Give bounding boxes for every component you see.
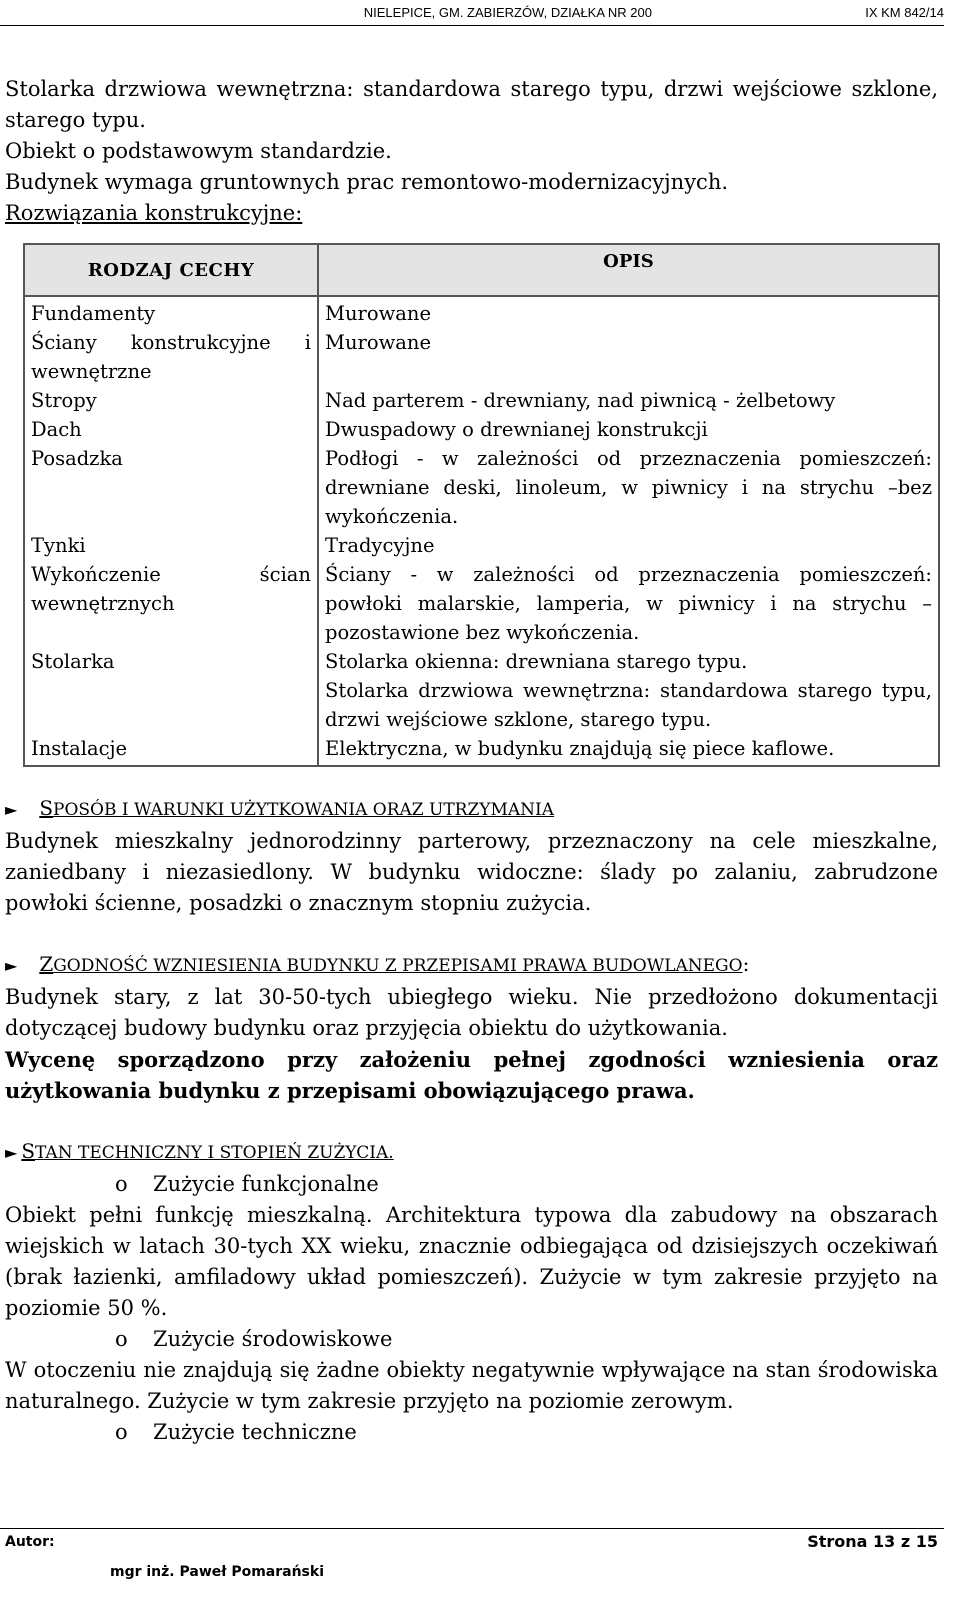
header-location: NIELEPICE, GM. ZABIERZÓW, DZIAŁKA NR 200: [363, 5, 652, 20]
heading-text: POSÓB I WARUNKI UŻYTKOWANIA ORAZ UTRZYMANIA: [53, 800, 555, 820]
author-name: mgr inż. Paweł Pomarański: [110, 1564, 324, 1580]
page-footer: [0, 1528, 944, 1598]
bullet-marker: o: [115, 1420, 128, 1444]
row-description-line-2: Stolarka drzwiowa wewnętrzna: standardowa starego typu, drzwi wejściowe szklone, starego typu.: [325, 679, 932, 731]
row-description: Murowane: [318, 296, 939, 328]
table-row: [24, 415, 939, 444]
table-row: [24, 328, 939, 386]
row-description: Podłogi - w zależności od przeznaczenia pomieszczeń: drewniane deski, linoleum, w piwnicy i na strychu –bez wykończenia.: [318, 444, 939, 531]
section-heading-technical-state: [5, 1136, 938, 1169]
row-description: Tradycyjne: [318, 531, 939, 560]
bullet-functional-wear: [5, 1169, 938, 1200]
row-description: Nad parterem - drewniany, nad piwnicą - żelbetowy: [318, 386, 939, 415]
row-name: Wykończenie ścian wewnętrznych: [24, 560, 318, 647]
row-description-line-1: Stolarka okienna: drewniana starego typu.: [325, 650, 748, 673]
column-header-type: RODZAJ CECHY: [24, 244, 318, 296]
heading-colon: :: [742, 952, 750, 976]
bullet-technical-wear: [5, 1417, 938, 1448]
section-heading-usage: [5, 793, 938, 826]
arrow-right-icon: ►: [5, 800, 18, 819]
column-header-description: OPIS: [318, 244, 939, 296]
functional-wear-paragraph: Obiekt pełni funkcję mieszkalną. Architektura typowa dla zabudowy na obszarach wiejskich w latach 30-tych XX wieku, znacznie odbiegająca od dzisiejszych oczekiwań (brak łazienki, amfiladowy układ pomieszczeń). Zużycie w tym zakresie przyjęto na poziomie 50 %.: [5, 1203, 938, 1320]
row-name: Stolarka: [24, 647, 318, 734]
table-row: [24, 647, 939, 734]
section-heading-compliance: [5, 949, 938, 982]
row-name: Ściany konstrukcyjne i wewnętrzne: [24, 328, 318, 386]
compliance-bold-paragraph: Wycenę sporządzono przy założeniu pełnej zgodności wzniesienia oraz użytkowania budynku z przepisami obowiązującego prawa.: [5, 1047, 938, 1103]
table-row: [24, 296, 939, 328]
bullet-text: Zużycie środowiskowe: [153, 1327, 393, 1351]
heading-initial: S: [21, 1139, 36, 1163]
row-name: Instalacje: [24, 734, 318, 766]
row-name: Posadzka: [24, 444, 318, 531]
table-row: [24, 386, 939, 415]
row-description: [318, 647, 939, 734]
page-header: [0, 3, 944, 26]
heading-text: GODNOŚĆ WZNIESIENIA BUDYNKU Z PRZEPISAMI PRAWA BUDOWLANEGO: [53, 956, 743, 976]
footer-rule: [0, 1528, 944, 1529]
arrow-right-icon: ►: [5, 956, 18, 975]
arrow-right-icon: ►: [5, 1143, 18, 1162]
table-row: [24, 444, 939, 531]
row-name: Stropy: [24, 386, 318, 415]
heading-initial: S: [39, 796, 54, 820]
table-row: [24, 531, 939, 560]
row-name: Dach: [24, 415, 318, 444]
page-content: [5, 74, 938, 1448]
bullet-text: Zużycie techniczne: [153, 1420, 357, 1444]
intro-paragraph-3: Budynek wymaga gruntownych prac remontowo-modernizacyjnych.: [5, 170, 729, 194]
table-row: [24, 560, 939, 647]
usage-paragraph: Budynek mieszkalny jednorodzinny parterowy, przeznaczony na cele mieszkalne, zaniedbany i niezasiedlony. W budynku widoczne: ślady po zalaniu, zabrudzone powłoki ścienne, posadzki o znacznym stopniu zużycia.: [5, 829, 938, 915]
bullet-marker: o: [115, 1172, 128, 1196]
bullet-text: Zużycie funkcjonalne: [153, 1172, 379, 1196]
heading-text: TAN TECHNICZNY I STOPIEŃ ZUŻYCIA.: [35, 1143, 394, 1163]
row-description: Elektryczna, w budynku znajdują się piece kaflowe.: [318, 734, 939, 766]
row-description: Ściany - w zależności od przeznaczenia pomieszczeń: powłoki malarskie, lamperia, w piwnicy i na strychu – pozostawione bez wykończenia.: [318, 560, 939, 647]
construction-table: [23, 243, 940, 767]
row-description: Dwuspadowy o drewnianej konstrukcji: [318, 415, 939, 444]
row-description: Murowane: [318, 328, 939, 386]
bullet-marker: o: [115, 1327, 128, 1351]
compliance-paragraph: Budynek stary, z lat 30-50-tych ubiegłego wieku. Nie przedłożono dokumentacji dotyczącej budowy budynku oraz przyjęcia obiektu do użytkowania.: [5, 985, 938, 1040]
intro-paragraph-1: Stolarka drzwiowa wewnętrzna: standardowa starego typu, drzwi wejściowe szklone, starego typu.: [5, 77, 938, 132]
environmental-wear-paragraph: W otoczeniu nie znajdują się żadne obiekty negatywnie wpływające na stan środowiska naturalnego. Zużycie w tym zakresie przyjęto na poziomie zerowym.: [5, 1358, 938, 1413]
construction-heading: Rozwiązania konstrukcyjne:: [5, 201, 303, 225]
heading-initial: Z: [39, 952, 54, 976]
intro-paragraph-2: Obiekt o podstawowym standardzie.: [5, 139, 392, 163]
page-number: Strona 13 z 15: [807, 1532, 938, 1551]
bullet-environmental-wear: [5, 1324, 938, 1355]
row-name: Tynki: [24, 531, 318, 560]
row-name: Fundamenty: [24, 296, 318, 328]
author-label: Autor:: [5, 1534, 55, 1550]
header-case-number: IX KM 842/14: [865, 5, 944, 20]
table-row: [24, 734, 939, 766]
